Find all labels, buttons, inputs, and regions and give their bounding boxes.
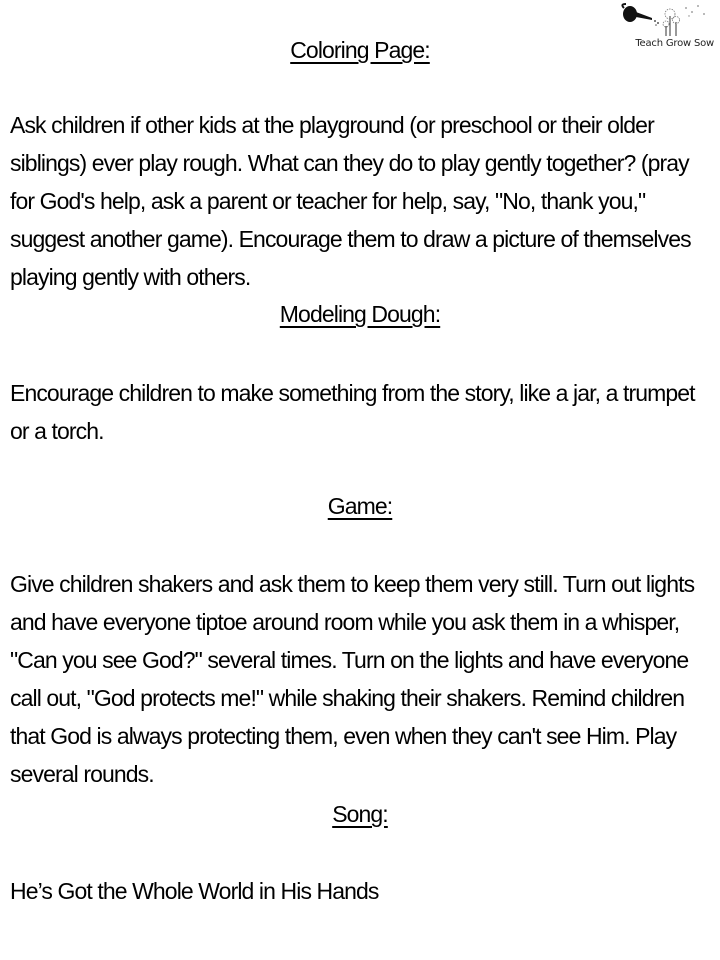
section-heading-coloring-page: Coloring Page: (290, 37, 430, 63)
section-body-song: He’s Got the Whole World in His Hands (10, 878, 379, 904)
section-body-modeling-dough: Encourage children to make something from the story, like a jar, a trumpet or a torch. (10, 380, 695, 444)
logo-text: Teach Grow Sow (635, 38, 714, 49)
section-heading-game: Game: (327, 493, 393, 519)
section-body-game: Give children shakers and ask them to keep them very still. Turn out lights and have everyone tiptoe around room while you ask them in a whisper, "Can you see God?" several times. Turn on the lights and have everyone call out, "God protects me!" while shaking their shakers. Remind children that God is always protecting them, even when they can't see Him. Play several rounds. (10, 571, 695, 787)
section-body-coloring-page: Ask children if other kids at the playground (or preschool or their older siblings) ever play rough. What can they do to play gently together? (pray for God's help, ask a parent or teacher for help, say, "No, thank you," suggest another game). Encourage them to draw a picture of themselves playing gently with others. (10, 112, 691, 290)
section-heading-modeling-dough: Modeling Dough: (279, 301, 441, 327)
section-heading-song: Song: (332, 801, 388, 827)
